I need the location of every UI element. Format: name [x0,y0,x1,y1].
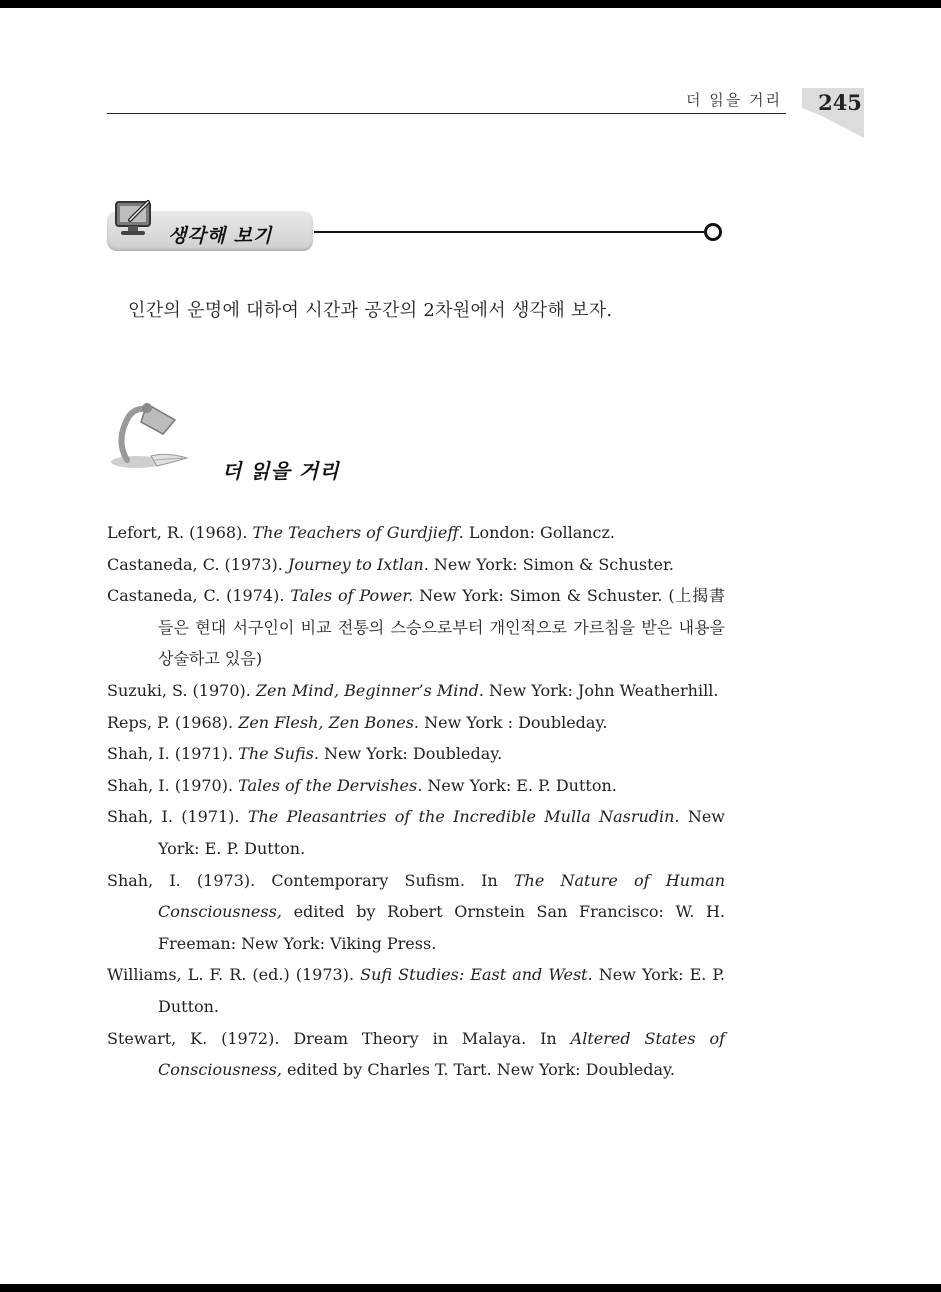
reference-entry [107,865,725,960]
reference-title: The Pleasantries of the Incredible Mulla Nasrudin. [247,807,680,827]
think-section-title: 생각해 보기 [168,225,273,247]
reading-section-title: 더 읽을 거리 [222,459,340,483]
reference-title: Zen Mind, Beginner’s Mind. [255,680,484,700]
reference-title: The Teachers of Gurdjieff. [252,523,464,542]
ring-icon [703,222,723,242]
reference-title: Sufi Studies: East and West. [360,965,593,985]
reference-publisher: New York: Simon & Schuster. [428,554,674,574]
running-head: 더 읽을 거리 [686,91,782,109]
header-rule [107,113,786,114]
reference-publisher: edited by Charles T. Tart. New York: Doubleday. [281,1060,675,1080]
reference-author-year: Castaneda, C. (1974). [107,586,291,606]
reference-author-year: Williams, L. F. R. (ed.) (1973). [107,965,361,985]
monitor-pencil-icon [108,196,164,242]
reference-author-year: Shah, I. (1971). [107,807,248,827]
reference-title: The Nature of Human Consciousness, [158,870,726,922]
reference-title: The Sufis. [238,744,319,764]
reference-author-year: Castaneda, C. (1973). [107,554,288,574]
reference-title: Tales of Power. [290,586,414,606]
reference-entry [107,549,725,581]
bottom-border-bar [0,1284,941,1292]
reference-author-year: Reps, P. (1968). [107,712,239,732]
reference-entry [107,801,725,864]
reference-list [107,517,725,1086]
think-question: 인간의 운명에 대하여 시간과 공간의 2차원에서 생각해 보자. [128,300,613,321]
reference-publisher: New York: Simon & Schuster. (上揭書들은 현대 서구인이 비교 전통의 스승으로부터 개인적으로 가르침을 받은 내용을 상술하고 있음) [158,586,725,669]
reference-entry [107,580,725,675]
reference-publisher: New York: E. P. Dutton. [158,965,726,1016]
reference-entry [107,1023,725,1086]
reference-entry [107,959,725,1022]
reference-title: Journey to Ixtlan. [287,554,429,574]
reference-publisher: edited by Robert Ornstein San Francisco: W. H. Freeman: New York: Viking Press. [158,902,725,953]
reference-publisher: New York: E. P. Dutton. [158,807,726,858]
reference-author-year: Stewart, K. (1972). Dream Theory in Malaya. In [107,1028,571,1048]
reference-publisher: New York: E. P. Dutton. [422,775,617,795]
reference-author-year: Shah, I. (1971). [107,744,239,764]
reference-entry [107,770,725,802]
reference-title: Zen Flesh, Zen Bones. [238,712,420,732]
desk-lamp-icon [107,400,207,480]
reference-entry [107,517,725,549]
reference-author-year: Shah, I. (1973). Contemporary Sufism. In [107,870,514,890]
reference-publisher: New York: John Weatherhill. [483,680,719,700]
reference-entry [107,738,725,770]
reference-publisher: New York: Doubleday. [318,744,503,764]
top-border-bar [0,0,941,8]
reference-publisher: New York : Doubleday. [419,712,608,732]
reference-publisher: London: Gollancz. [463,523,616,542]
page-number: 245 [818,90,862,115]
reference-author-year: Lefort, R. (1968). [107,523,253,542]
reference-author-year: Suzuki, S. (1970). [107,680,256,700]
think-section-rule [314,231,704,233]
reference-title: Altered States of Consciousness, [158,1028,725,1080]
reference-entry [107,675,725,707]
reference-author-year: Shah, I. (1970). [107,775,239,795]
reference-entry [107,707,725,739]
reference-title: Tales of the Dervishes. [238,775,423,795]
